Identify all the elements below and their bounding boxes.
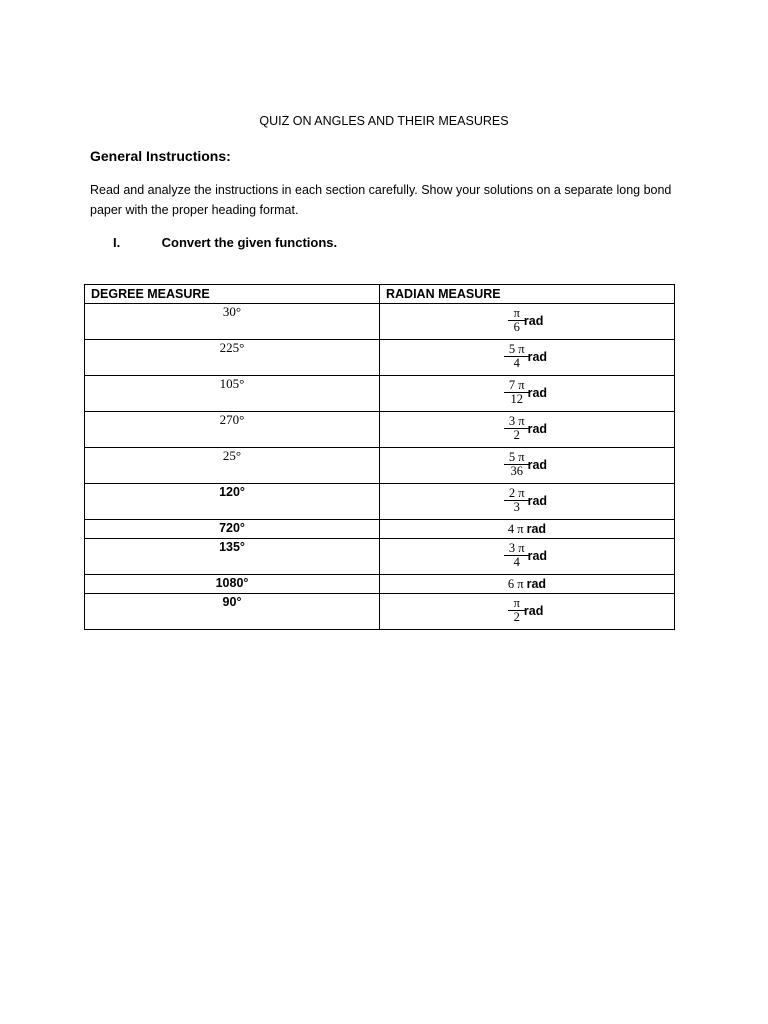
table-row — [85, 340, 675, 376]
degree-cell: 90° — [85, 594, 380, 630]
radian-cell — [380, 376, 675, 412]
general-instructions-heading: General Instructions: — [90, 148, 231, 164]
degree-cell: 105° — [85, 376, 380, 412]
radian-unit: rad — [526, 522, 547, 536]
table-row — [85, 412, 675, 448]
fraction-numerator: π — [513, 596, 520, 610]
fraction-numerator: 5 π — [508, 342, 525, 356]
section-heading — [113, 235, 337, 250]
fraction-numerator: 3 π — [508, 541, 525, 555]
table-row — [85, 594, 675, 630]
table-row — [85, 539, 675, 575]
table-row — [85, 376, 675, 412]
fraction-numerator: 7 π — [508, 378, 525, 392]
fraction-denominator: 3 — [504, 500, 530, 514]
radian-unit: rad — [526, 577, 547, 591]
radian-cell — [380, 539, 675, 575]
radian-column-header: RADIAN MEASURE — [380, 285, 675, 304]
fraction-numerator: π — [513, 306, 520, 320]
fraction-numerator: 2 π — [508, 486, 525, 500]
radian-cell — [380, 594, 675, 630]
radian-fraction — [507, 487, 527, 514]
radian-cell — [380, 412, 675, 448]
radian-unit: rad — [527, 421, 548, 436]
degree-cell: 225° — [85, 340, 380, 376]
radian-fraction — [507, 415, 527, 442]
radian-unit: rad — [523, 313, 544, 328]
radian-unit: rad — [527, 349, 548, 364]
document-title: QUIZ ON ANGLES AND THEIR MEASURES — [259, 114, 509, 128]
radian-unit: rad — [527, 493, 548, 508]
radian-fraction — [507, 379, 527, 406]
section-title: Convert the given functions. — [161, 235, 338, 250]
radian-fraction — [511, 307, 523, 334]
fraction-numerator: 5 π — [508, 450, 525, 464]
radian-value: 4 π — [507, 522, 524, 536]
radian-value: 6 π — [507, 577, 524, 591]
radian-cell — [380, 304, 675, 340]
radian-cell — [380, 520, 675, 539]
degree-cell: 270° — [85, 412, 380, 448]
degree-cell: 135° — [85, 539, 380, 575]
general-instructions-text: Read and analyze the instructions in each section carefully. Show your solutions on a separate long bond paper with the proper heading format. — [90, 183, 672, 217]
table-header-row — [85, 285, 675, 304]
radian-unit: rad — [523, 603, 544, 618]
table-row — [85, 448, 675, 484]
radian-fraction — [511, 597, 523, 624]
degree-cell: 720° — [85, 520, 380, 539]
conversion-table — [84, 284, 675, 630]
table-row — [85, 575, 675, 594]
radian-cell — [380, 575, 675, 594]
fraction-denominator: 4 — [504, 555, 530, 569]
degree-cell: 1080° — [85, 575, 380, 594]
radian-cell — [380, 340, 675, 376]
fraction-denominator: 2 — [508, 610, 526, 624]
table-row — [85, 484, 675, 520]
section-number: I. — [113, 235, 121, 250]
fraction-denominator: 6 — [508, 320, 526, 334]
radian-unit: rad — [527, 457, 548, 472]
radian-unit: rad — [527, 548, 548, 563]
table-row — [85, 304, 675, 340]
radian-cell — [380, 448, 675, 484]
radian-fraction — [507, 451, 527, 478]
fraction-denominator: 4 — [504, 356, 530, 370]
degree-cell: 25° — [85, 448, 380, 484]
fraction-denominator: 12 — [504, 392, 530, 406]
radian-fraction — [507, 343, 527, 370]
fraction-denominator: 36 — [504, 464, 530, 478]
radian-cell — [380, 484, 675, 520]
fraction-numerator: 3 π — [508, 414, 525, 428]
table-row — [85, 520, 675, 539]
radian-fraction — [507, 542, 527, 569]
degree-column-header: DEGREE MEASURE — [85, 285, 380, 304]
degree-cell: 120° — [85, 484, 380, 520]
radian-unit: rad — [527, 385, 548, 400]
fraction-denominator: 2 — [504, 428, 530, 442]
degree-cell: 30° — [85, 304, 380, 340]
